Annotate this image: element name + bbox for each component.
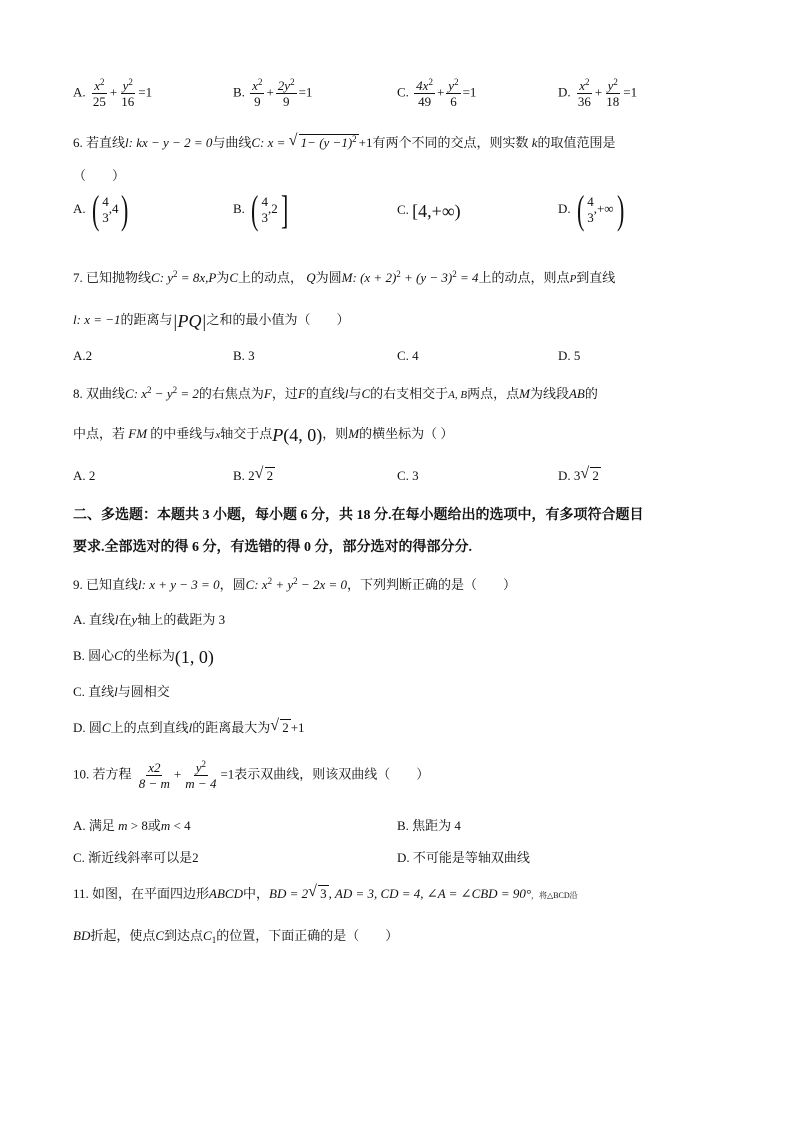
- q6-option-d[interactable]: D. ( 4 3 ,+∞): [558, 187, 624, 232]
- q5-option-a[interactable]: A. $\frac{x^2}{25}$ + $\frac{y^2}{16}$ =1: [73, 77, 153, 109]
- q11-stem-line2: BD折起，使点C到达点$C_1$的位置，下面正确的是（ ）: [73, 928, 399, 945]
- q10-option-c[interactable]: C. 渐近线斜率可以是2: [73, 850, 199, 865]
- q7-stem-line2: l: x = −1的距离与|PQ|之和的最小值为（ ）: [73, 311, 350, 332]
- q7-option-b[interactable]: B. 3: [233, 348, 255, 363]
- q6-stem: 6. 若直线l: kx − y − 2 = 0与曲线C: x = √ $1- (y -1)^2 +1$有两个不同的交点，则实数 k的取值范围是: [73, 133, 616, 153]
- q5-option-c[interactable]: C. $\frac{4x^2}{49}$ + $\frac{y^2}{6}$ =1: [397, 77, 477, 109]
- option-label: B.: [233, 84, 245, 100]
- fraction: $\frac{y^2}{16}$: [121, 77, 135, 109]
- section-heading: 二、多选题：本题共 3 小题，每小题 6 分，共 18 分.在每小题给出的选项中，有多项符合题目: [73, 508, 644, 523]
- q9-option-a[interactable]: A. 直线l在y轴上的截距为 3: [73, 612, 226, 627]
- q9-option-b[interactable]: B. 圆心C的坐标为(1, 0): [73, 647, 214, 668]
- option-label: D.: [558, 84, 571, 100]
- q9-option-d[interactable]: D. 圆C上的点到直线l的距离最大为 √ 2 +1: [73, 717, 305, 735]
- section-heading-line2: 要求.全部选对的得 6 分，有选错的得 0 分，部分选对的得部分分.: [73, 540, 472, 555]
- q8-option-c[interactable]: C. 3: [397, 468, 419, 483]
- fraction: $\frac{y^2}{m - 4}$: [185, 759, 217, 791]
- fraction: $\frac{y^2}{18}$: [606, 77, 620, 109]
- fraction: $\frac{4x^2}{49}$: [416, 77, 433, 109]
- q6-paren: （ ）: [73, 168, 126, 183]
- fraction: $\frac{x^2}{9}$: [252, 77, 263, 109]
- q9-stem: 9. 已知直线l: x + y − 3 = 0，圆C: $x^2 + y^2 - 2x = 0$，下列判断正确的是（ ）: [73, 576, 517, 592]
- q7-option-c[interactable]: C. 4: [397, 348, 419, 363]
- q11-stem: 11. 如图，在平面四边形ABCD中，BD = 2 √ 3 , AD = 3, CD = 4, ∠A = ∠CBD = 90°，将△BCD沿: [73, 883, 578, 901]
- q5-option-b[interactable]: B. $\frac{x^2}{9}$ + $\frac{2y^2}{9}$ =1: [233, 77, 313, 109]
- q8-option-d[interactable]: D. 3 √ 2: [558, 465, 599, 483]
- sqrt: √ $1- (y -1)^2$: [288, 132, 357, 150]
- fraction: $\frac{x2}{8 - m}$: [138, 760, 170, 791]
- fraction: $\frac{2y^2}{9}$: [277, 77, 295, 109]
- q6-option-a[interactable]: A. ( 4 3 ,4): [73, 187, 129, 232]
- q10-stem: 10. 若方程 $\frac{x2}{8 - m}$ + $\frac{y^2}{m - 4}$ =1表示双曲线，则该双曲线（ ）: [73, 759, 430, 791]
- q8-stem-line2: 中点，若 FM 的中垂线与x轴交于点P(4, 0)，则M的横坐标为（ ）: [73, 425, 454, 446]
- fraction: $\frac{x^2}{25}$: [92, 77, 106, 109]
- option-label: C.: [397, 84, 409, 100]
- q10-option-b[interactable]: B. 焦距为 4: [397, 818, 461, 833]
- q7-stem: 7. 已知抛物线C: $y^2 = 8x,P$为C上的动点， Q为圆M: $(x + 2)^2 + (y - 3)^2 = 4$上的动点，则点P到直线: [73, 269, 616, 285]
- option-label: A.: [73, 84, 86, 100]
- q8-stem: 8. 双曲线C: $x^2 - y^2 = 2$的右焦点为F，过F的直线l与C的右支相交于A, B两点，点M为线段AB的: [73, 385, 598, 401]
- q7-option-a[interactable]: A.2: [73, 348, 93, 363]
- q6-option-c[interactable]: C. [4,+∞): [397, 201, 461, 222]
- q5-option-d[interactable]: D. $\frac{x^2}{36}$ + $\frac{y^2}{18}$ =1: [558, 77, 638, 109]
- q7-option-d[interactable]: D. 5: [558, 348, 581, 363]
- q8-option-b[interactable]: B. 2 √ 2: [233, 465, 274, 483]
- q8-option-a[interactable]: A. 2: [73, 468, 96, 483]
- q6-option-b[interactable]: B. ( 4 3 ,2]: [233, 187, 289, 232]
- q9-option-c[interactable]: C. 直线l与圆相交: [73, 684, 170, 699]
- fraction: $\frac{y^2}{6}$: [448, 77, 459, 109]
- q10-option-d[interactable]: D. 不可能是等轴双曲线: [397, 850, 530, 865]
- fraction: $\frac{x^2}{36}$: [577, 77, 591, 109]
- q10-option-a[interactable]: A. 满足 m > 8或m < 4: [73, 818, 191, 833]
